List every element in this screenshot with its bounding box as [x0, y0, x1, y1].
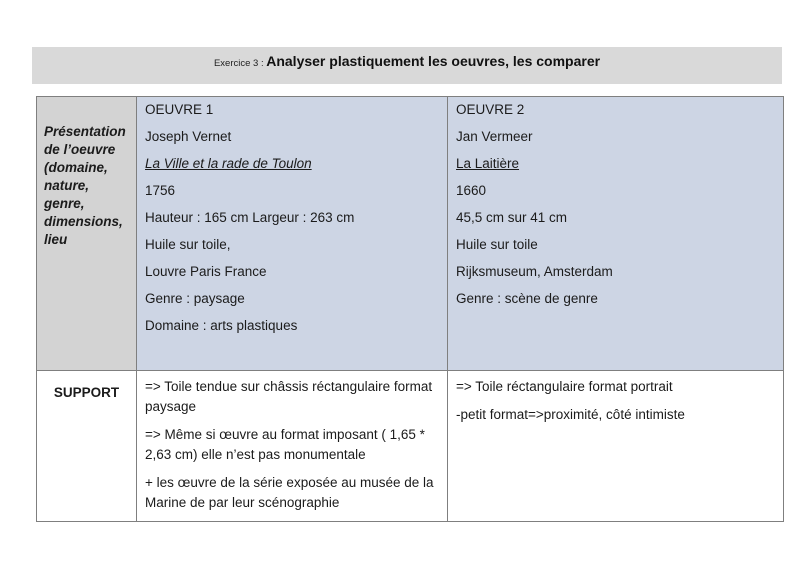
- support-row-label: SUPPORT: [37, 371, 137, 522]
- oeuvre1-work-title: La Ville et la rade de Toulon: [145, 156, 312, 171]
- oeuvre1-location: Louvre Paris France: [145, 264, 267, 279]
- oeuvre1-support-cell: [137, 371, 448, 522]
- oeuvre1-support-note: + les œuvre de la série exposée au musée de la Marine de par leur scénographie: [145, 475, 434, 510]
- oeuvre1-heading: OEUVRE 1: [145, 102, 214, 117]
- oeuvre1-year: 1756: [145, 183, 176, 198]
- support-row: [37, 371, 784, 522]
- exercise-number: Exercice 3 :: [213, 58, 267, 69]
- oeuvre1-artist: Joseph Vernet: [145, 129, 232, 144]
- oeuvre2-support-note: -petit format=>proximité, côté intimiste: [456, 407, 685, 422]
- oeuvre2-technique: Huile sur toile: [456, 237, 538, 252]
- oeuvre1-presentation-cell: [137, 97, 448, 371]
- oeuvre2-artist: Jan Vermeer: [456, 129, 533, 144]
- comparison-table: [36, 96, 784, 522]
- page-title: Analyser plastiquement les oeuvres, les comparer: [266, 53, 601, 69]
- oeuvre1-dimensions: Hauteur : 165 cm Largeur : 263 cm: [145, 210, 355, 225]
- oeuvre2-genre: Genre : scène de genre: [456, 291, 598, 306]
- exercise-title-banner: [32, 47, 782, 84]
- oeuvre2-support-cell: [448, 371, 784, 522]
- oeuvre1-genre: Genre : paysage: [145, 291, 245, 306]
- oeuvre1-support-note: => Même si œuvre au format imposant ( 1,65 * 2,63 cm) elle n’est pas monumentale: [145, 427, 425, 462]
- oeuvre2-presentation-cell: [448, 97, 784, 371]
- oeuvre2-location: Rijksmuseum, Amsterdam: [456, 264, 613, 279]
- presentation-row-label: Présentation de l’oeuvre (domaine, nature, genre, dimensions, lieu: [37, 97, 137, 371]
- oeuvre1-support-note: => Toile tendue sur châssis réctangulaire format paysage: [145, 379, 433, 414]
- oeuvre1-technique: Huile sur toile,: [145, 237, 231, 252]
- oeuvre1-domain: Domaine : arts plastiques: [145, 318, 298, 333]
- oeuvre2-support-note: => Toile réctangulaire format portrait: [456, 379, 673, 394]
- oeuvre2-work-title: La Laitière: [456, 156, 520, 171]
- presentation-row: [37, 97, 784, 371]
- oeuvre2-heading: OEUVRE 2: [456, 102, 525, 117]
- oeuvre2-dimensions: 45,5 cm sur 41 cm: [456, 210, 568, 225]
- oeuvre2-year: 1660: [456, 183, 487, 198]
